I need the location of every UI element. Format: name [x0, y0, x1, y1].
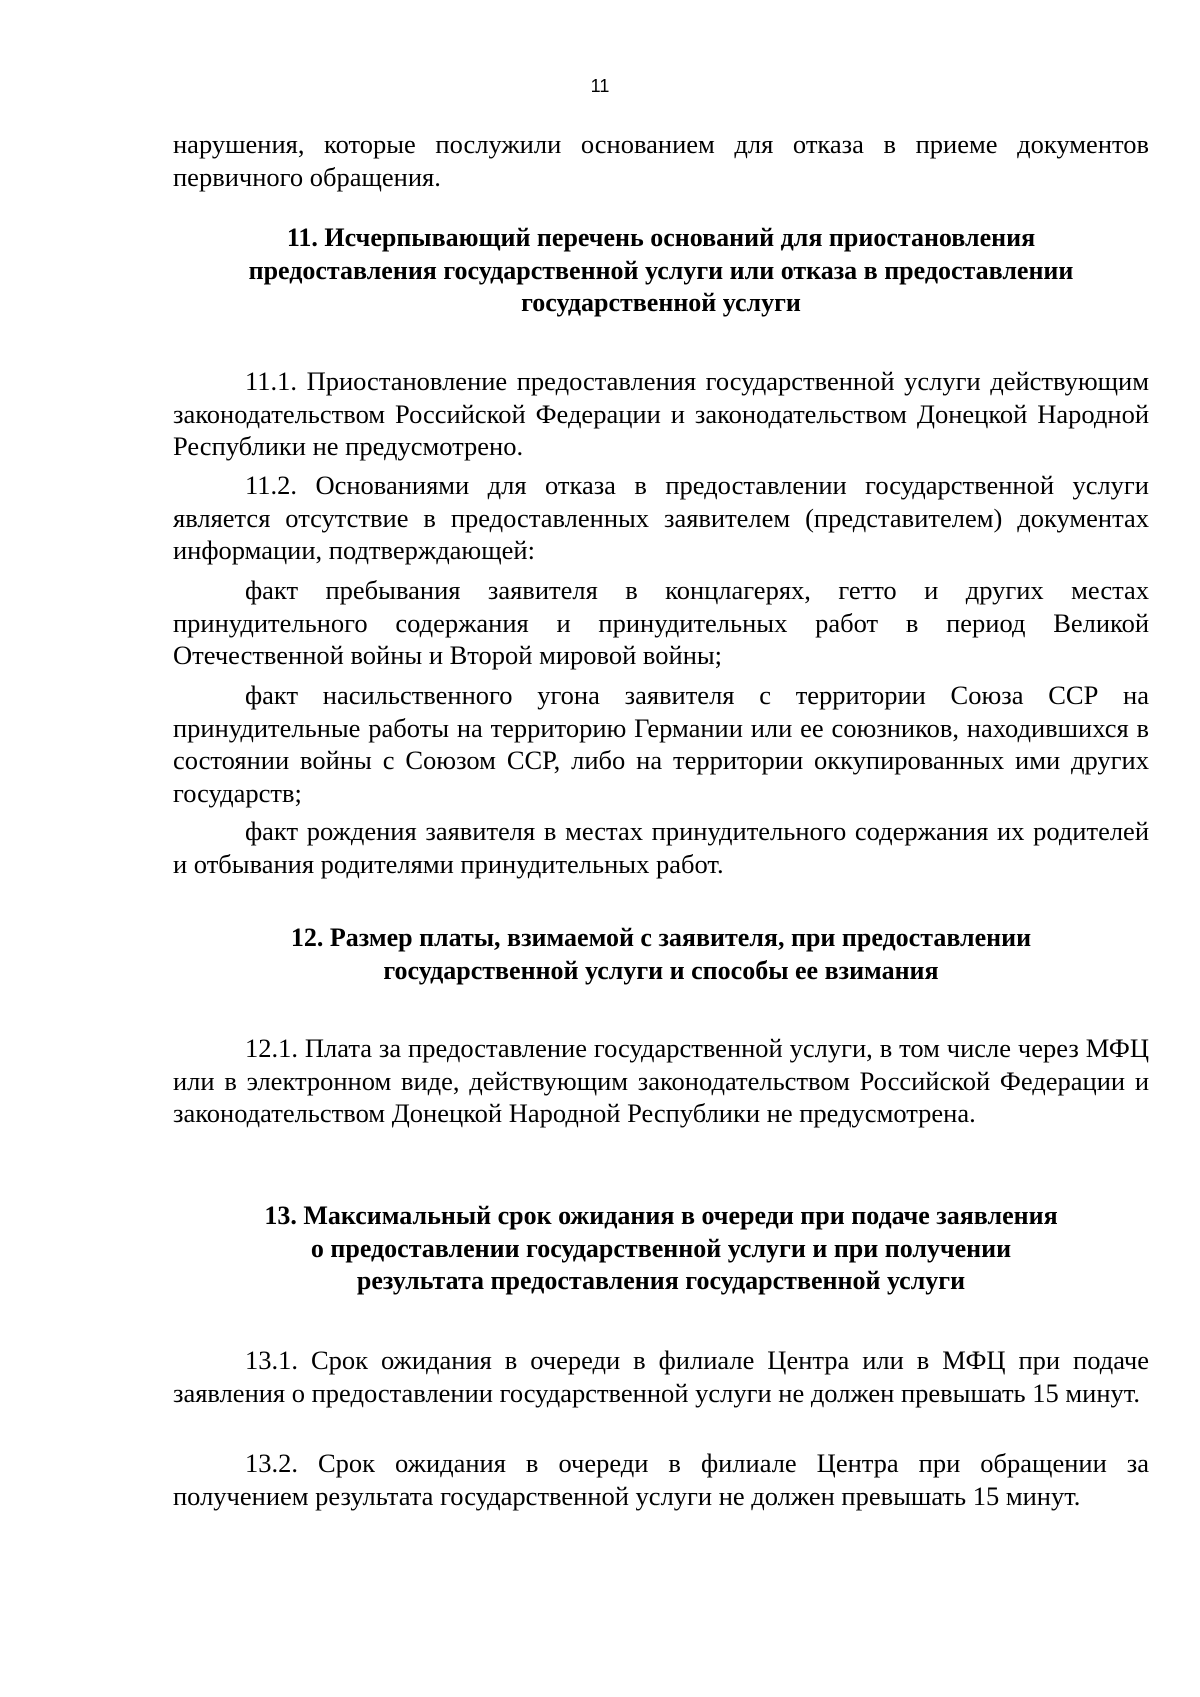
title-line: результата предоставления государственной услуги — [356, 1266, 966, 1295]
title-line: 12. Размер платы, взимаемой с заявителя, при предоставлении — [290, 923, 1032, 952]
section-11-p2 — [173, 469, 1149, 567]
section-11-p3 — [173, 574, 1149, 672]
paragraph: факт рождения заявителя в местах принудительного содержания их родителей и отбывания родителями принудительных работ. — [173, 816, 1149, 879]
title-line: государственной услуги и способы ее взимания — [383, 955, 939, 985]
paragraph: 11.1. Приостановление предоставления государственной услуги действующим законодательством Российской Федерации и законодательством Донецкой Народной Республики не предусмотрено. — [173, 366, 1149, 461]
paragraph: 13.2. Срок ожидания в очереди в филиале Центра при обращении за получением результата государственной услуги не должен превышать 15 минут. — [173, 1448, 1149, 1511]
page-number: 11 — [590, 76, 610, 96]
section-11-p5 — [173, 815, 1149, 880]
paragraph: нарушения, которые послужили основанием для отказа в приеме документов первичного обращения. — [173, 129, 1149, 192]
section-12-p1 — [173, 1032, 1149, 1130]
section-13-p2 — [173, 1447, 1149, 1512]
title-line: 13. Максимальный срок ожидания в очереди при подаче заявления — [264, 1201, 1058, 1230]
paragraph: факт насильственного угона заявителя с территории Союза ССР на принудительные работы на территорию Германии или ее союзников, находившихся в состоянии войны с Союзом ССР, либо на территории оккупированных ими других государств; — [173, 680, 1149, 808]
title-line: о предоставлении государственной услуги и при получении — [310, 1233, 1012, 1263]
section-12-title — [173, 922, 1149, 987]
title-line: 11. Исчерпывающий перечень оснований для приостановления — [286, 223, 1036, 252]
section-11-p4 — [173, 679, 1149, 809]
section-13-p1 — [173, 1344, 1149, 1409]
paragraph: факт пребывания заявителя в концлагерях, гетто и других местах принудительного содержания и принудительных работ в период Великой Отечественной войны и Второй мировой войны; — [173, 575, 1149, 670]
paragraph: 13.1. Срок ожидания в очереди в филиале Центра или в МФЦ при подаче заявления о предоставлении государственной услуги не должен превышать 15 минут. — [173, 1345, 1149, 1408]
section-11-p1 — [173, 365, 1149, 463]
continuation-text — [173, 128, 1149, 193]
title-line: государственной услуги — [521, 288, 801, 317]
section-11-title — [173, 222, 1149, 320]
paragraph: 12.1. Плата за предоставление государственной услуги, в том числе через МФЦ или в электронном виде, действующим законодательством Российской Федерации и законодательством Донецкой Народной Республики не предусмотрена. — [173, 1033, 1149, 1128]
title-line: предоставления государственной услуги или отказа в предоставлении — [248, 255, 1074, 285]
section-13-title — [173, 1200, 1149, 1298]
paragraph: 11.2. Основаниями для отказа в предоставлении государственной услуги является отсутствие в предоставленных заявителем (представителем) документах информации, подтверждающей: — [173, 470, 1149, 565]
